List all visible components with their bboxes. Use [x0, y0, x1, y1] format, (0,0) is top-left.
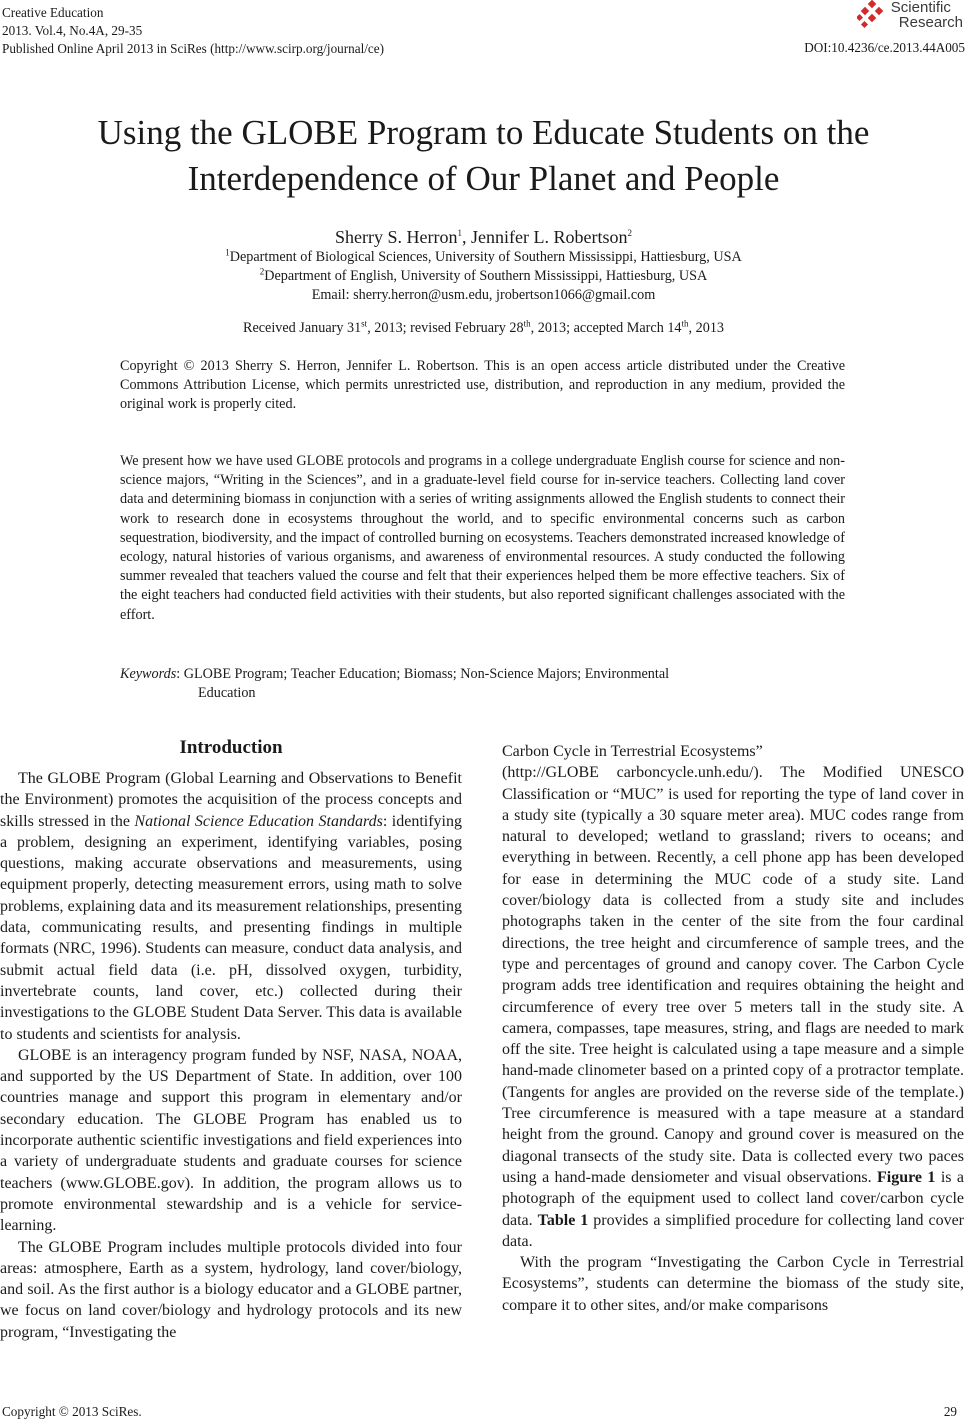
author-1: Sherry S. Herron	[335, 227, 458, 247]
affiliation-2-marker: 2	[259, 266, 265, 277]
journal-name: Creative Education	[2, 5, 104, 20]
abstract: We present how we have used GLOBE protocols and programs in a college undergraduate English course for science and non-science majors, “Writing in the Sciences”, and in a graduate-level field course for in-service teachers. Collecting land cover data and determining biomass in conjunction with a series of writing assignments allowed the English students to connect their work to research done in ecosystems throughout the world, and to specific environmental concerns such as carbon sequestration, biodiversity, and the impact of controlled burning on ecosystems. Teachers demonstrated increased knowledge of ecology, natural histories of various organisms, and awareness of environmental resources. A study conducted the following summer revealed that teachers valued the course and felt that their experiences helped them be more effective teachers. Six of the eight teachers had conducted field activities with their students, but also reported significant challenges associated with the effort.	[120, 453, 845, 623]
author-1-affil: 1	[457, 228, 462, 238]
right-column	[502, 741, 964, 1316]
logo-line1: Scientific	[890, 0, 951, 16]
received-part4: , 2013	[688, 320, 725, 336]
copyright-notice: Copyright © 2013 Sherry S. Herron, Jennifer L. Robertson. This is an open access article distributed under the Creative Commons Attribution License, which permits unrestricted use, distribution, and reproduction in any medium, provided the original work is properly cited.	[120, 358, 845, 413]
intro-p1-text-a: The GLOBE Program (Global Learning and Observations to Benefit the Environment) promotes the acquisition of the process concepts and skills stressed in the	[0, 770, 462, 830]
title-line2: Interdependence of Our Planet and People	[187, 159, 780, 198]
footer-copyright: Copyright © 2013 SciRes.	[2, 1404, 142, 1419]
affiliation-2	[0, 268, 967, 285]
intro-p1-italic: National Science Education Standards	[134, 812, 383, 830]
right-p1-text-a: (http://GLOBE carboncycle.unh.edu/). The Modified UNESCO Classification or “MUC” is used for reporting the type of land cover in a study site (typically a 30 square meter area). MUC codes range from natural to developed; wetland to grassland; rivers to oceans; and everything in between. Recently, a cell phone app has been developed for ease in determining the MUC code of a study site. Land cover/biology data is collected from a study site and includes photographs taken in the center of the site from the four cardinal directions, the tree height and circumference of sample trees, and the type and percentages of ground and canopy cover. The Carbon Cycle program adds tree identification and requires obtaining the height and circumference of every tree over 5 meters tall in the study site. A camera, compasses, tape measures, string, and flags are needed to mark off the site. Tree height is calculated using a tape measure and a simple hand-made clinometer based on a printed copy of a protractor template. (Tangents for angles are provided on the reverse side of the template.) Tree circumference is measured with a tape measure at a standard height from the ground. Canopy and ground cover is measured on the diagonal transects of the study site. Data is collected every two paces using a hand-made densiometer and visual observations.	[502, 764, 964, 1186]
intro-paragraph-3: The GLOBE Program includes multiple protocols divided into four areas: atmosphere, Earth as a system, hydrology, land cover/biology, and soil. As the first author is a biology educator and a GLOBE partner, we focus on land cover/biology and hydrology protocols and its new program, “Investigating the	[0, 1238, 462, 1341]
right-paragraph-1	[502, 762, 964, 1252]
author-separator: ,	[462, 227, 471, 247]
title-line1: Using the GLOBE Program to Educate Students on the	[97, 113, 870, 152]
received-dates	[0, 320, 967, 337]
keywords-line2: Education	[198, 685, 256, 702]
keywords-line1: : GLOBE Program; Teacher Education; Biomass; Non-Science Majors; Environmental	[176, 666, 670, 682]
author-2: Jennifer L. Robertson	[471, 227, 628, 247]
received-part2: , 2013; revised February 28	[367, 320, 524, 336]
affiliation-1-text: Department of Biological Sciences, University of Southern Mississippi, Hattiesburg, USA	[229, 249, 742, 265]
received-part3: , 2013; accepted March 14	[530, 320, 682, 336]
keywords	[120, 665, 845, 703]
received-sup1: st	[361, 318, 368, 329]
journal-header	[2, 4, 384, 58]
author-2-affil: 2	[627, 228, 632, 238]
received-sup3: th	[681, 318, 689, 329]
left-column	[0, 768, 462, 1343]
figure-1-link[interactable]: Figure 1	[877, 1168, 936, 1186]
right-p1-text-b: is a photograph of the equipment used to collect land cover/carbon cycle data.	[502, 1168, 964, 1229]
paper-title	[0, 110, 967, 202]
journal-volume: 2013. Vol.4, No.4A, 29-35	[2, 23, 143, 38]
affiliation-1	[0, 249, 967, 266]
right-first-line: Carbon Cycle in Terrestrial Ecosystems”	[502, 743, 763, 760]
affiliation-1-marker: 1	[225, 247, 230, 258]
author-list	[0, 227, 967, 248]
journal-published: Published Online April 2013 in SciRes (http://www.scirp.org/journal/ce)	[2, 41, 385, 56]
received-part1: Received January 31	[242, 320, 362, 336]
intro-paragraph-2: GLOBE is an interagency program funded by NSF, NASA, NOAA, and supported by the US Department of State. In addition, over 100 countries manage and support this program in elementary and/or secondary education. The GLOBE Program has enabled us to incorporate authentic scientific investigations and field experiences into a variety of undergraduate students and graduate courses for science teachers (www.GLOBE.gov). In addition, the program allows us to promote environmental stewardship and is a vehicle for service-learning.	[0, 1046, 462, 1235]
table-1-link[interactable]: Table 1	[537, 1211, 589, 1229]
received-sup2: th	[523, 318, 531, 329]
right-paragraph-2: With the program “Investigating the Carbon Cycle in Terrestrial Ecosystems”, students can determine the biomass of the study site, compare it to other sites, and/or make comparisons	[502, 1254, 964, 1314]
affiliation-2-text: Department of English, University of Southern Mississippi, Hattiesburg, USA	[264, 268, 708, 284]
doi[interactable]: DOI:10.4236/ce.2013.44A005	[804, 40, 965, 55]
scientific-research-logo	[857, 0, 963, 30]
logo-diamond-icon	[857, 0, 887, 30]
intro-p1-text-b: : identifying a problem, designing an experiment, identifying variables, posing questions, making accurate observations and measurements, using equipment properly, detecting measurement errors, using math to solve problems, explaining data and its measurement relationships, presenting data, communicating results, and presenting findings in multiple formats (NRC, 1996). Students can measure, conduct data analysis, and submit actual field data (i.e. pH, dissolved oxygen, turbidity, invertebrate counts, land cover, etc.) collected during their investigations to the GLOBE Student Data Server. This data is available to students and scientists for analysis.	[0, 812, 462, 1043]
author-email[interactable]: Email: sherry.herron@usm.edu, jrobertson1066@gmail.com	[311, 287, 656, 303]
page-number: 29	[943, 1404, 957, 1419]
keywords-label: Keywords	[120, 666, 177, 682]
logo-text	[891, 0, 963, 30]
intro-paragraph-1	[0, 768, 462, 1045]
logo-line2: Research	[898, 14, 963, 31]
section-heading-introduction: Introduction	[179, 737, 283, 758]
right-p1-text-c: provides a simplified procedure for collecting land cover data.	[502, 1211, 964, 1250]
